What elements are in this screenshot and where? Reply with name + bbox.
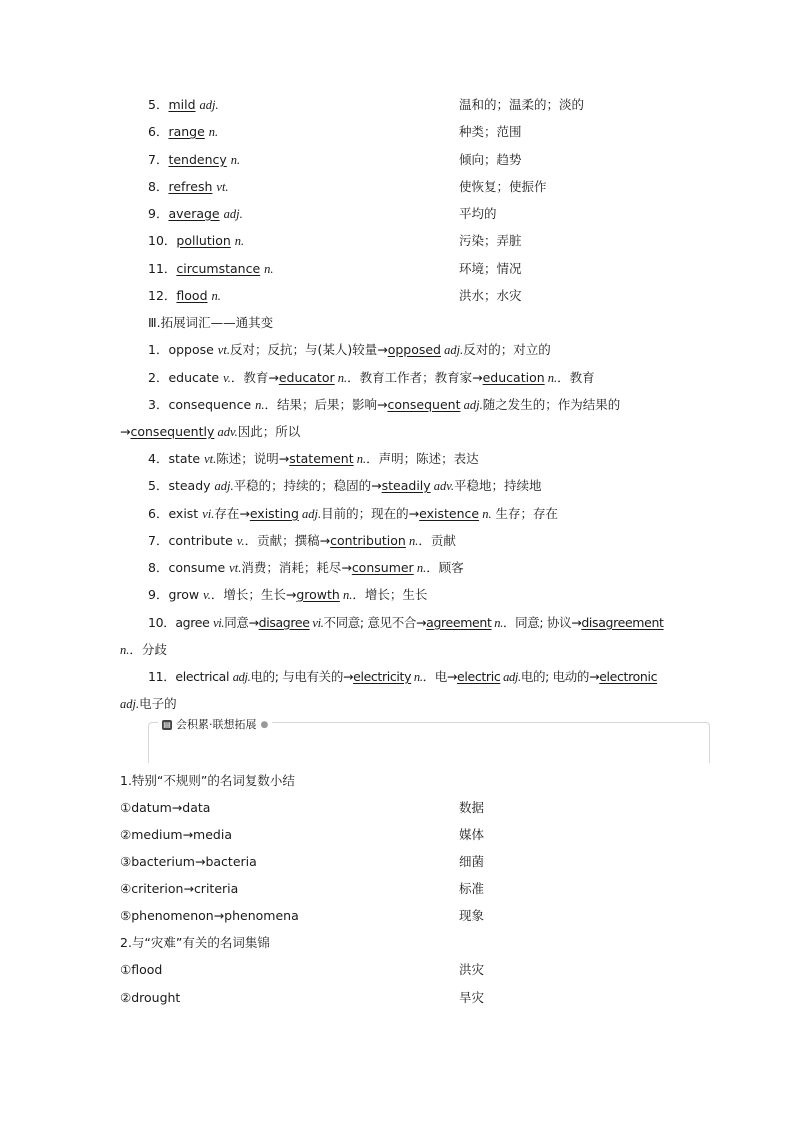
vocab-item: 8．refresh vt. [148, 179, 229, 194]
list-item-meaning: 现象 [459, 908, 485, 923]
ext-item: 3．consequence n.．结果；后果；影响→consequent adj.随之发生的；作为结果的 [148, 397, 621, 412]
ext-item-continuation: →consequently adv.因此；所以 [120, 424, 301, 439]
vocab-item: 6．range n. [148, 124, 219, 139]
list-item-meaning: 旱灾 [459, 990, 485, 1005]
vocab-item: 7．tendency n. [148, 152, 241, 167]
vocab-meaning: 倾向；趋势 [459, 152, 522, 167]
ext-item-continuation: n.．分歧 [120, 642, 167, 657]
vocab-meaning: 温和的；温柔的；淡的 [459, 97, 585, 112]
ext-item: 1．oppose vt.反对；反抗；与(某人)较量→opposed adj.反对的；对立的 [148, 342, 551, 357]
list-item-meaning: 细菌 [459, 854, 485, 869]
ext-item: 2．educate v.．教育→educator n.．教育工作者；教育家→education n.．教育 [148, 370, 595, 385]
list-item: ①datum→data [120, 800, 211, 815]
list-item: ①flood [120, 962, 163, 977]
list-item-meaning: 标准 [459, 881, 485, 896]
vocab-meaning: 使恢复；使振作 [459, 179, 547, 194]
vocab-meaning: 种类；范围 [459, 124, 522, 139]
ext-item: 10．agree vi.同意→disagree vi.不同意; 意见不合→agreement n.．同意; 协议→disagreement [148, 615, 664, 630]
book-icon: ▤ [163, 720, 171, 729]
ext-item-continuation: adj.电子的 [120, 696, 177, 711]
vocab-meaning: 平均的 [459, 206, 497, 221]
box-title-text: 会积累·联想拓展 [176, 718, 257, 731]
ext-item: 5．steady adj.平稳的；持续的；稳固的→steadily adv.平稳地；持续地 [148, 478, 542, 493]
list-item-meaning: 数据 [459, 800, 485, 815]
section-title: Ⅲ.拓展词汇——通其变 [148, 315, 274, 330]
vocab-meaning: 环境；情况 [459, 261, 522, 276]
ext-item: 11．electrical adj.电的; 与电有关的→electricity n.．电→electric adj.电的; 电动的→electronic [148, 669, 658, 684]
ext-item: 4．state vt.陈述；说明→statement n.．声明；陈述；表达 [148, 451, 479, 466]
dot-icon: ● [260, 720, 269, 730]
accumulation-box-title [158, 718, 272, 732]
vocab-item: 11．circumstance n. [148, 261, 274, 276]
list-item: ④criterion→criteria [120, 881, 239, 896]
list-item: ③bacterium→bacteria [120, 854, 257, 869]
vocab-item: 5．mild adj. [148, 97, 219, 112]
list-item: ②medium→media [120, 827, 232, 842]
vocab-item: 10．pollution n. [148, 233, 245, 248]
vocab-item: 9．average adj. [148, 206, 243, 221]
ext-item: 6．exist vi.存在→existing adj.目前的；现在的→existence n. 生存；存在 [148, 506, 559, 521]
ext-item: 7．contribute v.．贡献；撰稿→contribution n.．贡献 [148, 533, 456, 548]
list-title: 2.与“灾难”有关的名词集锦 [120, 935, 270, 950]
list-item-meaning: 媒体 [459, 827, 485, 842]
list-item: ②drought [120, 990, 181, 1005]
list-title: 1.特别“不规则”的名词复数小结 [120, 773, 295, 788]
vocab-meaning: 洪水；水灾 [459, 288, 522, 303]
vocab-meaning: 污染；弄脏 [459, 233, 522, 248]
vocab-item: 12．flood n. [148, 288, 221, 303]
ext-item: 9．grow v.．增长；生长→growth n.．增长；生长 [148, 587, 428, 602]
ext-item: 8．consume vt.消费；消耗；耗尽→consumer n.．顾客 [148, 560, 464, 575]
list-item-meaning: 洪灾 [459, 962, 485, 977]
list-item: ⑤phenomenon→phenomena [120, 908, 299, 923]
